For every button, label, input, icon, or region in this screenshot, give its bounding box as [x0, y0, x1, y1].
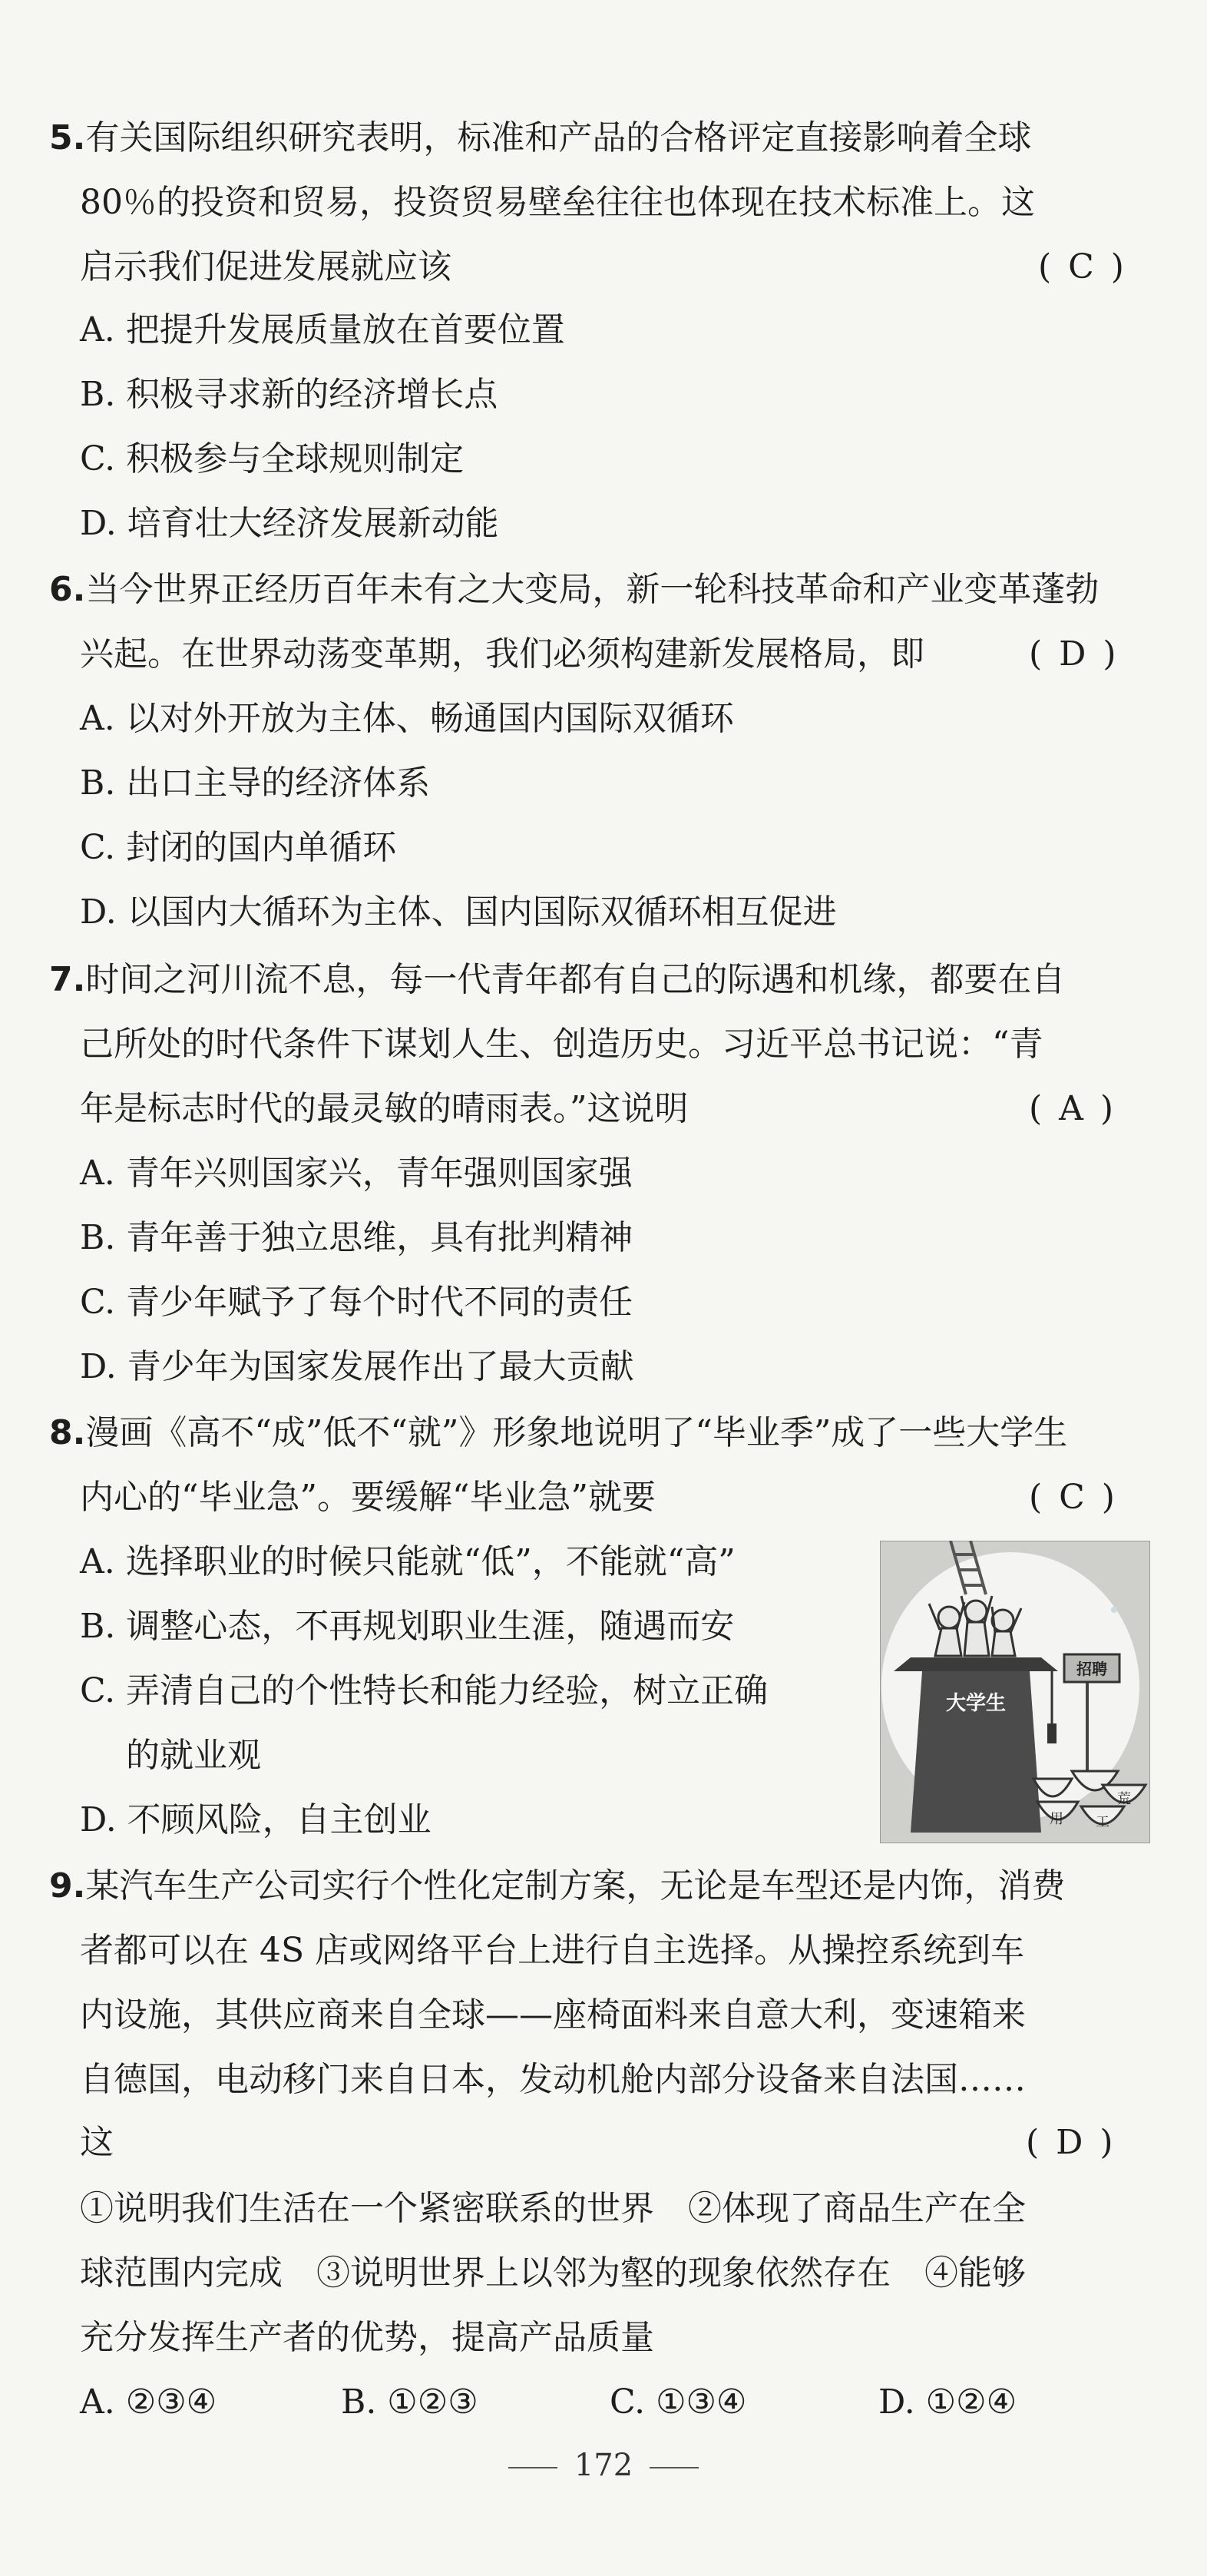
footer-dash [508, 2467, 557, 2468]
question-stem-line: 己所处的时代条件下谋划人生、创造历史。习近平总书记说：“青 [80, 1025, 1043, 1064]
question-stem-line: 内心的“毕业急”。要缓解“毕业急”就要 [80, 1478, 656, 1517]
question-number: 8. [49, 1413, 86, 1452]
question-number: 5. [49, 118, 86, 157]
statement-line: 球范围内完成 ③说明世界上以邻为壑的现象依然存在 ④能够 [80, 2253, 1026, 2293]
option-a: A. 青年兴则国家兴，青年强则国家强 [80, 1154, 633, 1193]
question-number: 9. [49, 1866, 86, 1906]
question-stem-line: 内设施，其供应商来自全球——座椅面料来自意大利，变速箱来 [80, 1995, 1026, 2035]
choice-c: C. ①③④ [610, 2382, 747, 2422]
question-stem-line: 年是标志时代的最灵敏的晴雨表。”这说明 [80, 1089, 689, 1128]
option-c: C. 积极参与全球规则制定 [80, 439, 465, 478]
question-stem-line: 时间之河川流不息，每一代青年都有自己的际遇和机缘，都要在自 [85, 960, 1066, 999]
question-stem-line: 某汽车生产公司实行个性化定制方案，无论是车型还是内饰，消费 [85, 1866, 1066, 1906]
option-c: C. 封闭的国内单循环 [80, 828, 397, 867]
choice-b: B. ①②③ [341, 2382, 478, 2422]
statement-line: 充分发挥生产者的优势，提高产品质量 [80, 2318, 654, 2357]
question-stem-line: 这 [80, 2123, 114, 2162]
tower-label: 大学生 [945, 1692, 1007, 1715]
option-d: D. 不顾风险，自主创业 [80, 1800, 432, 1839]
question-stem-line: 者都可以在 4S 店或网络平台上进行自主选择。从操控系统到车 [80, 1931, 1025, 1970]
statement-line: ①说明我们生活在一个紧密联系的世界 ②体现了商品生产在全 [80, 2189, 1026, 2228]
option-a: A. 把提升发展质量放在首要位置 [80, 310, 565, 349]
option-c: C. 弄清自己的个性特长和能力经验，树立正确 [80, 1671, 769, 1710]
choice-a: A. ②③④ [80, 2382, 217, 2422]
option-c: C. 青少年赋予了每个时代不同的责任 [80, 1283, 633, 1322]
question-stem-line: 自德国，电动移门来自日本，发动机舱内部分设备来自法国…… [80, 2060, 1026, 2099]
question-stem-line: 有关国际组织研究表明，标准和产品的合格评定直接影响着全球 [85, 118, 1032, 157]
cartoon-illustration [880, 1541, 1150, 1843]
option-a: A. 选择职业的时候只能就“低”，不能就“高” [80, 1542, 736, 1581]
question-number: 6. [49, 570, 86, 609]
question-stem-line: 漫画《高不“成”低不“就”》形象地说明了“毕业季”成了一些大学生 [85, 1413, 1068, 1452]
question-stem-line: 兴起。在世界动荡变革期，我们必须构建新发展格局，即 [80, 634, 924, 674]
answer-bracket: ( C ) [1029, 1478, 1118, 1517]
option-d: D. 培育壮大经济发展新动能 [80, 504, 499, 543]
question-stem-line: 启示我们促进发展就应该 [80, 247, 451, 286]
option-b: B. 调整心态，不再规划职业生涯，随遇而安 [80, 1607, 735, 1646]
footer-dash [650, 2467, 699, 2468]
answer-bracket: ( C ) [1038, 247, 1127, 286]
option-d: D. 以国内大循环为主体、国内国际双循环相互促进 [80, 892, 837, 932]
bowl-label: 荒 [1117, 1791, 1131, 1807]
answer-bracket: ( D ) [1026, 2123, 1116, 2162]
page-footer [0, 2442, 1207, 2488]
choice-d: D. ①②④ [878, 2382, 1017, 2422]
option-c-continued: 的就业观 [126, 1736, 261, 1775]
answer-bracket: ( A ) [1029, 1089, 1117, 1128]
question-stem-line: 当今世界正经历百年未有之大变局，新一轮科技革命和产业变革蓬勃 [85, 570, 1100, 609]
option-d: D. 青少年为国家发展作出了最大贡献 [80, 1347, 634, 1386]
bowl-label: 用 [1050, 1811, 1063, 1827]
question-number: 7. [49, 960, 86, 999]
answer-bracket: ( D ) [1029, 634, 1119, 674]
option-b: B. 积极寻求新的经济增长点 [80, 375, 498, 414]
page-number: 172 [574, 2448, 633, 2483]
option-b: B. 青年善于独立思维，具有批判精神 [80, 1218, 633, 1257]
question-stem-line: 80％的投资和贸易，投资贸易壁垒往往也体现在技术标准上。这 [80, 183, 1035, 222]
sign-label: 招聘 [1076, 1660, 1107, 1678]
option-a: A. 以对外开放为主体、畅通国内国际双循环 [80, 699, 734, 738]
option-b: B. 出口主导的经济体系 [80, 763, 431, 803]
bowl-label: 工 [1096, 1814, 1109, 1830]
